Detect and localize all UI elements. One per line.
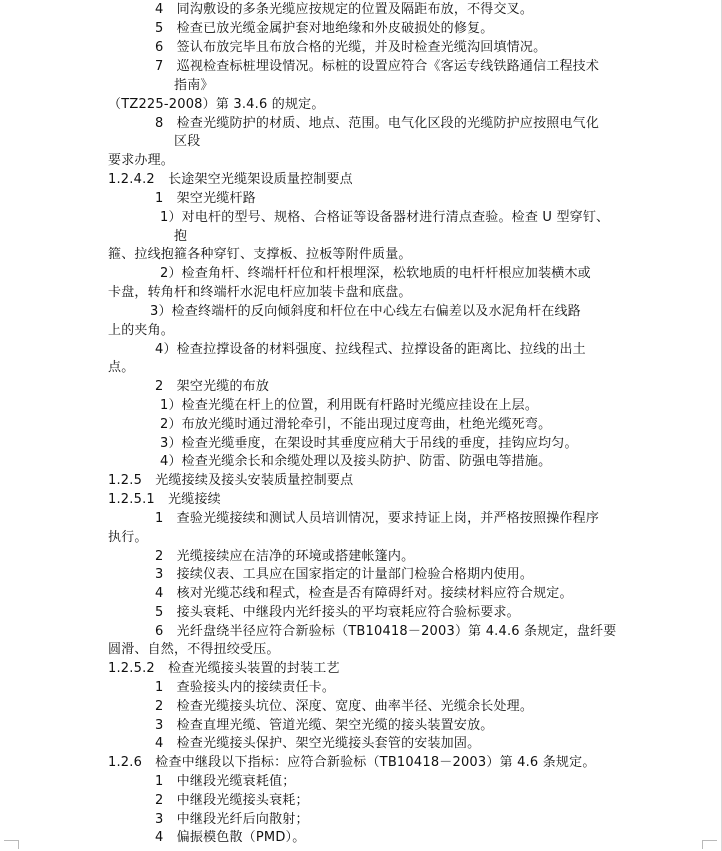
text-line: 圆滑、自然，不得扭绞受压。 <box>108 642 280 657</box>
page-corner-mark <box>702 840 717 849</box>
section-heading: 1.2.5.2 检查光缆接头装置的封装工艺 <box>108 661 340 676</box>
text-line: 4 核对光缆芯线和程式，检查是否有障碍纤对。接续材料应符合规定。 <box>155 586 573 601</box>
text-line: 4 检查光缆接头保护、架空光缆接头套管的安装加固。 <box>155 736 481 751</box>
text-line: 1）对电杆的型号、规格、合格证等设备器材进行清点查验。检查 U 型穿钉、 <box>160 210 610 225</box>
text-line: 6 签认布放完毕且布放合格的光缆，并及时检查光缆沟回填情况。 <box>155 40 547 55</box>
text-line: 抱 <box>174 229 188 244</box>
text-line: 7 巡视检查标桩埋设情况。标桩的设置应符合《客运专线铁路通信工程技术 <box>155 59 600 74</box>
page-corner-mark <box>4 840 19 849</box>
text-line: 1 查验接头内的接续责任卡。 <box>155 680 336 695</box>
text-line: 卡盘，转角杆和终端杆水泥电杆应加装卡盘和底盘。 <box>108 285 412 300</box>
text-line: 2 架空光缆的布放 <box>155 379 270 394</box>
text-line: 2 中继段光缆接头衰耗； <box>155 793 309 808</box>
text-line: 1）检查光缆在杆上的位置，利用既有杆路时光缆应挂设在上层。 <box>160 398 539 413</box>
text-line: 4）检查光缆余长和余缆处理以及接头防护、防雷、防强电等措施。 <box>160 454 552 469</box>
section-heading: 1.2.5.1 光缆接续 <box>108 492 221 507</box>
text-line: 4 同沟敷设的多条光缆应按规定的位置及隔距布放，不得交叉。 <box>155 2 534 17</box>
text-line: 3）检查光缆垂度，在架设时其垂度应稍大于吊线的垂度，挂钩应均匀。 <box>160 436 578 451</box>
text-line: 区段 <box>174 134 201 149</box>
text-line: 4 偏振模色散（PMD）。 <box>155 830 306 845</box>
text-line: 点。 <box>108 360 135 375</box>
text-line: 6 光纤盘绕半径应符合新验标（TB10418－2003）第 4.4.6 条规定，盘纤要 <box>155 624 617 639</box>
text-line: （TZ225-2008）第 3.4.6 的规定。 <box>108 97 325 112</box>
text-line: 3 检查直埋光缆、管道光缆、架空光缆的接头装置安放。 <box>155 718 494 733</box>
section-heading: 1.2.6 检查中继段以下指标：应符合新验标（TB10418－2003）第 4.6 条规定。 <box>108 755 596 770</box>
text-line: 2）检查角杆、终端杆杆位和杆根埋深，松软地质的电杆杆根应加装横木或 <box>160 266 591 281</box>
text-line: 执行。 <box>108 530 148 545</box>
text-line: 4）检查拉撑设备的材料强度、拉线程式、拉撑设备的距离比、拉线的出土 <box>155 342 586 357</box>
text-line: 8 检查光缆防护的材质、地点、范围。电气化区段的光缆防护应按照电气化 <box>155 116 600 131</box>
text-line: 2 检查光缆接头坑位、深度、宽度、曲率半径、光缆余长处理。 <box>155 699 534 714</box>
text-line: 3 中继段光纤后向散射； <box>155 812 309 827</box>
section-heading: 1.2.4.2 长途架空光缆架设质量控制要点 <box>108 172 353 187</box>
text-line: 1 查验光缆接续和测试人员培训情况，要求持证上岗，并严格按照操作程序 <box>155 511 600 526</box>
text-line: 5 检查已放光缆金属护套对地绝缘和外皮破损处的修复。 <box>155 21 494 36</box>
text-line: 2 光缆接续应在洁净的环境或搭建帐篷内。 <box>155 549 415 564</box>
text-line: 3）检查终端杆的反向倾斜度和杆位在中心线左右偏差以及水泥角杆在线路 <box>150 304 581 319</box>
text-line: 要求办理。 <box>108 153 175 168</box>
text-line: 1 架空光缆杆路 <box>155 191 256 206</box>
text-line: 箍、拉线抱箍各种穿钉、支撑板、拉板等附件质量。 <box>108 247 412 262</box>
text-line: 2）布放光缆时通过滑轮牵引，不能出现过度弯曲，杜绝光缆死弯。 <box>160 417 552 432</box>
text-line: 指南》 <box>174 78 214 93</box>
text-line: 上的夹角。 <box>108 323 175 338</box>
section-heading: 1.2.5 光缆接续及接头安装质量控制要点 <box>108 473 354 488</box>
text-line: 5 接头衰耗、中继段内光纤接头的平均衰耗应符合验标要求。 <box>155 605 520 620</box>
text-line: 3 接续仪表、工具应在国家指定的计量部门检验合格期内使用。 <box>155 567 534 582</box>
text-line: 1 中继段光缆衰耗值； <box>155 774 296 789</box>
